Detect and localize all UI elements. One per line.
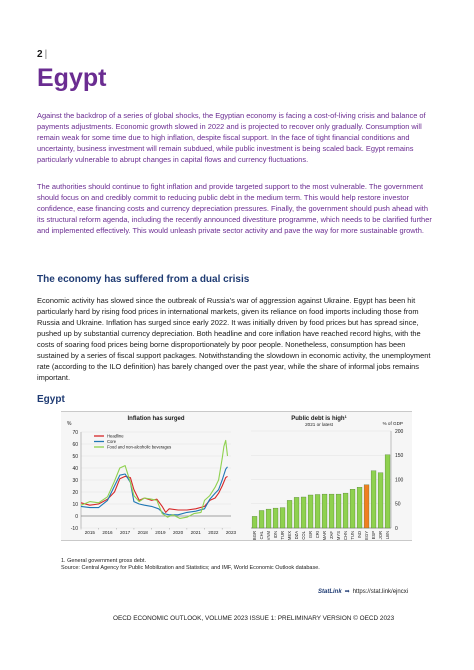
line-chart-x-tick-label: 2019 — [155, 530, 166, 535]
bar-egy — [364, 485, 369, 528]
bar-dza — [294, 497, 299, 528]
bar-chl — [259, 511, 264, 529]
bar-mex — [287, 500, 292, 528]
bar-lbn — [385, 455, 390, 528]
line-chart-x-tick-label: 2018 — [137, 530, 148, 535]
line-chart-x-tick-label: 2023 — [225, 530, 237, 535]
bar-category-label: DZA — [294, 531, 299, 540]
intro-paragraph-1: Against the backdrop of a series of global shocks, the Egyptian economy is facing a cost-of-living crisis and balance of payments adjustments. Economic growth slowed in 2022 and is projected to recover only gradually. Consumption will remain weak for some time due to high inflation, despite fiscal support. In the face of tight financial conditions and uncertainty, business investment will remain subdued, while public investment is being scaled back. Egypt remains particularly vulnerable to abrupt changes in capital flows and currency fluctuations. — [37, 111, 426, 164]
bar-ind — [357, 487, 362, 528]
page-number-separator: | — [44, 49, 48, 60]
figure-title: Egypt — [37, 394, 65, 405]
bar-chart-y-tick-label: 100 — [395, 477, 404, 484]
bar-category-label: CHN — [343, 531, 348, 540]
bar-category-label: CHL — [259, 531, 264, 540]
bar-cri — [315, 495, 320, 529]
line-series-1 — [81, 467, 228, 515]
bar-chart-y-tick-label: 0 — [395, 525, 398, 532]
line-chart-y-tick-label: 40 — [72, 465, 78, 472]
bar-mys — [336, 494, 341, 528]
figure-note: 1. General government gross debt. — [61, 558, 146, 564]
page-number: 2 | — [37, 49, 48, 60]
bar-category-label: LBN — [385, 531, 390, 540]
bar-category-label: ISR — [308, 531, 313, 538]
line-chart-y-tick-label: 60 — [72, 441, 78, 448]
bar-col — [301, 497, 306, 528]
section-heading: The economy has suffered from a dual crisis — [37, 274, 250, 285]
bar-chart-subtitle: 2021 or latest — [305, 422, 333, 427]
bar-category-label: IND — [357, 531, 362, 539]
bar-chart-y-tick-label: 150 — [395, 453, 404, 460]
bar-category-label: CRI — [315, 531, 320, 539]
bar-category-label: ESP — [371, 531, 376, 540]
bar-jor — [378, 473, 383, 528]
line-chart-y-tick-label: 30 — [72, 477, 78, 484]
bar-chart-unit: % of GDP — [382, 421, 403, 426]
bar-tun — [350, 489, 355, 528]
figure-charts — [61, 412, 412, 540]
bar-category-label: IDN — [273, 531, 278, 539]
line-chart-y-tick-label: 10 — [72, 501, 78, 508]
bar-chn — [343, 493, 348, 528]
legend-label-0: Headline — [107, 433, 124, 439]
bar-category-label: EGY — [364, 531, 369, 540]
bar-category-label: ZAF — [329, 531, 334, 539]
legend-label-2: Food and non-alcoholic beverages — [107, 444, 172, 450]
bar-bgr — [252, 516, 257, 528]
bar-tur — [280, 508, 285, 528]
line-chart-y-tick-label: 0 — [75, 513, 78, 520]
line-chart-x-tick-label: 2022 — [208, 530, 219, 535]
line-chart-x-tick-label: 2017 — [120, 530, 131, 535]
bar-esp — [371, 471, 376, 528]
statlink-arrow-icon: ➡ — [344, 589, 350, 595]
bar-chart-y-tick-label: 50 — [395, 501, 401, 508]
bar-vnm — [266, 509, 271, 528]
bar-category-label: JOR — [378, 531, 383, 540]
line-chart-unit: % — [67, 421, 72, 427]
figure-panel — [61, 411, 412, 541]
bar-chart-title-superscript: 1 — [344, 415, 347, 419]
line-chart-x-tick-label: 2021 — [190, 530, 201, 535]
bar-category-label: MYS — [336, 531, 341, 540]
bar-category-label: VNM — [266, 531, 271, 540]
page-footer: OECD ECONOMIC OUTLOOK, VOLUME 2023 ISSUE 1: PRELIMINARY VERSION © OECD 2023 — [113, 615, 395, 622]
line-chart-y-tick-label: 20 — [72, 489, 78, 496]
line-chart-y-tick-label: -10 — [70, 525, 78, 532]
bar-category-label: MAR — [322, 531, 327, 540]
page-title: Egypt — [37, 64, 107, 92]
statlink-url[interactable]: https://stat.link/ejncxi — [352, 589, 409, 595]
line-chart-title: Inflation has surged — [127, 416, 185, 422]
bar-mar — [322, 494, 327, 528]
bar-chart-title: Public debt is high$^1$ — [291, 415, 347, 422]
line-chart-y-tick-label: 70 — [72, 429, 78, 436]
bar-category-label: TUR — [280, 531, 285, 540]
bar-chart-y-tick-label: 200 — [395, 428, 404, 435]
bar-category-label: TUN — [350, 531, 355, 540]
statlink — [318, 588, 408, 595]
line-chart-y-tick-label: 50 — [72, 453, 78, 460]
bar-category-label: COL — [301, 531, 306, 540]
body-paragraph: Economic activity has slowed since the outbreak of Russia’s war of aggression against Ukraine. Egypt has been hit particularly hard by rising food prices in international markets, given its reliance on food imports including those from Russia and Ukraine. Inflation has surged since early 2022. It was initially driven by food prices but has spread since, pushed up by substantial currency depreciation. Both headline and core inflation have reached record highs, with the costs of soaring food prices being borne disproportionately by poor people. Nonetheless, consumption has been sustained by a series of fiscal support packages. Notwithstanding the slowdown in economic activity, the unemployment rate (according to the ILO definition) has barely changed over the past year, while the share of informal jobs remains important. — [37, 296, 431, 382]
bar-isr — [308, 495, 313, 528]
bar-category-label: BGR — [252, 531, 257, 540]
bar-idn — [273, 508, 278, 528]
line-chart-x-tick-label: 2020 — [172, 530, 184, 535]
line-chart-x-tick-label: 2016 — [102, 530, 113, 535]
statlink-logo: StatLink — [318, 589, 342, 595]
line-chart-x-tick-label: 2015 — [84, 530, 95, 535]
legend-label-1: Core — [107, 439, 117, 445]
figure-source: Source: Central Agency for Public Mobilization and Statistics; and IMF, World Economic Outlook database. — [61, 565, 320, 571]
bar-category-label: MEX — [287, 531, 292, 540]
bar-zaf — [329, 494, 334, 528]
intro-paragraph-2: The authorities should continue to fight inflation and provide targeted support to the most vulnerable. The government should focus on and credibly commit to reducing public debt in the medium term. This would help restore investor confidence, ease financing costs and currency depreciation pressures. Finally, the government should push ahead with its structural reform agenda, including the recently announced divestiture programme, which needs to be clarified further and implemented effectively. This would unleash private sector activity and pave the way for more sustainable growth. — [37, 182, 432, 235]
